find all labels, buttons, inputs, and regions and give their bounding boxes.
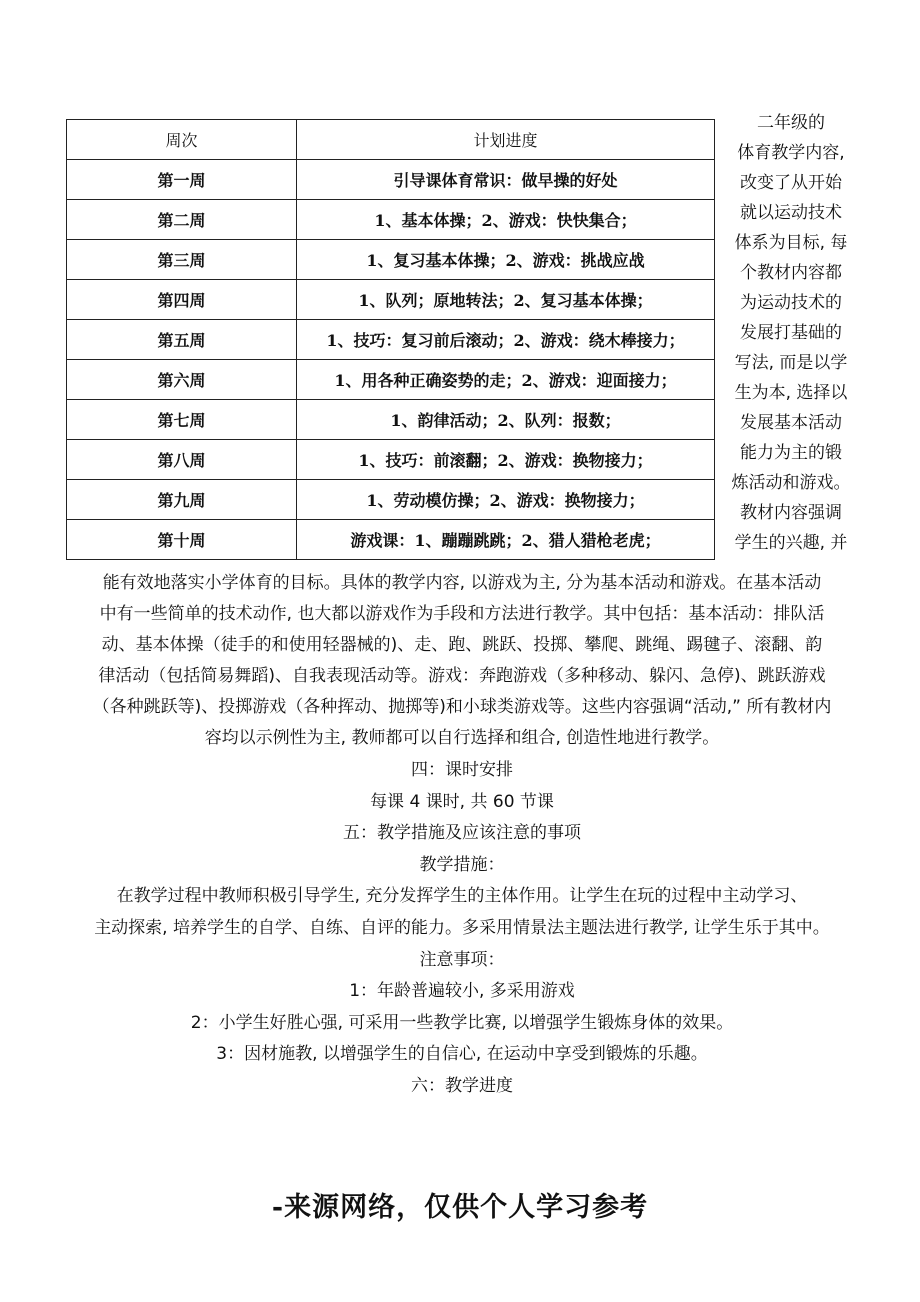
paragraph-line: 律活动（包括简易舞蹈)、自我表现活动等。游戏：奔跑游戏（多种移动、躲闪、急停)、跳跃游戏	[98, 666, 826, 686]
plan-cell: 1、韵律活动；2、队列：报数；	[297, 400, 715, 440]
table-row	[67, 480, 715, 520]
table-row	[67, 200, 715, 240]
table-row	[67, 240, 715, 280]
table-row	[67, 160, 715, 200]
measures-label: 教学措施：	[419, 854, 505, 875]
side-paragraph	[720, 108, 862, 558]
plan-cell: 1、技巧：前滚翻；2、游戏：换物接力；	[297, 440, 715, 480]
section-6-title: 六：教学进度	[411, 1075, 513, 1096]
note-item: 2：小学生好胜心强, 可采用一些教学比赛, 以增强学生锻炼身体的效果。	[190, 1012, 734, 1033]
side-line: 学生的兴趣, 并	[734, 533, 848, 553]
week-cell: 第二周	[67, 200, 297, 240]
sections-block	[62, 755, 862, 1103]
side-line: 体系为目标, 每	[734, 233, 848, 253]
week-cell: 第六周	[67, 360, 297, 400]
week-cell: 第三周	[67, 240, 297, 280]
week-cell: 第八周	[67, 440, 297, 480]
plan-cell: 引导课体育常识：做早操的好处	[297, 160, 715, 200]
note-item: 1：年龄普遍较小, 多采用游戏	[349, 981, 575, 1002]
plan-cell: 1、技巧：复习前后滚动；2、游戏：绕木棒接力；	[297, 320, 715, 360]
week-cell: 第一周	[67, 160, 297, 200]
side-line: 就以运动技术	[740, 203, 842, 223]
side-line: 发展基本活动	[740, 413, 842, 433]
side-line: 写法, 而是以学	[734, 353, 848, 373]
table-row	[67, 320, 715, 360]
schedule-table	[66, 119, 715, 560]
side-line: 炼活动和游戏。	[731, 473, 851, 493]
notes-label: 注意事项：	[419, 949, 505, 970]
note-item: 3：因材施教, 以增强学生的自信心, 在运动中享受到锻炼的乐趣。	[216, 1044, 708, 1065]
week-cell: 第十周	[67, 520, 297, 560]
section-4-body: 每课 4 课时, 共 60 节课	[370, 791, 554, 812]
side-line: 为运动技术的	[740, 293, 842, 313]
plan-cell: 1、劳动模仿操；2、游戏：换物接力；	[297, 480, 715, 520]
footer-note: -来源网络，仅供个人学习参考	[271, 1192, 649, 1223]
plan-cell: 1、基本体操；2、游戏：快快集合；	[297, 200, 715, 240]
side-line: 能力为主的锻	[740, 443, 842, 463]
plan-cell: 游戏课：1、蹦蹦跳跳；2、猎人猎枪老虎；	[297, 520, 715, 560]
side-line: 体育教学内容,	[737, 143, 845, 163]
table-row	[67, 520, 715, 560]
week-cell: 第七周	[67, 400, 297, 440]
week-cell: 第五周	[67, 320, 297, 360]
header-week: 周次	[67, 120, 297, 160]
section-5-title: 五：教学措施及应该注意的事项	[343, 823, 581, 844]
side-line: 个教材内容都	[740, 263, 842, 283]
table-header-row	[67, 120, 715, 160]
content-paragraph	[62, 568, 862, 754]
side-line: 二年级的	[757, 113, 825, 133]
week-cell: 第四周	[67, 280, 297, 320]
plan-cell: 1、用各种正确姿势的走；2、游戏：迎面接力；	[297, 360, 715, 400]
measures-line: 在教学过程中教师积极引导学生, 充分发挥学生的主体作用。让学生在玩的过程中主动学习、	[116, 886, 808, 907]
paragraph-line: 动、基本体操（徒手的和使用轻器械的)、走、跑、跳跃、投掷、攀爬、跳绳、踢毽子、滚翻、韵	[101, 635, 823, 655]
paragraph-line: （各种跳跃等)、投掷游戏（各种挥动、抛掷等)和小球类游戏等。这些内容强调“活动,” 所有教材内	[92, 697, 832, 717]
plan-cell: 1、复习基本体操；2、游戏：挑战应战	[297, 240, 715, 280]
paragraph-line: 能有效地落实小学体育的目标。具体的教学内容, 以游戏为主, 分为基本活动和游戏。在基本活动	[102, 573, 822, 593]
table-row	[67, 360, 715, 400]
plan-cell: 1、队列；原地转法；2、复习基本体操；	[297, 280, 715, 320]
measures-line: 主动探索, 培养学生的自学、自练、自评的能力。多采用情景法主题法进行教学, 让学生乐于其中。	[94, 917, 830, 938]
side-line: 发展打基础的	[740, 323, 842, 343]
table-row	[67, 400, 715, 440]
paragraph-line: 容均以示例性为主, 教师都可以自行选择和组合, 创造性地进行教学。	[204, 728, 720, 748]
side-line: 教材内容强调	[740, 503, 842, 523]
side-line: 改变了从开始	[740, 173, 842, 193]
week-cell: 第九周	[67, 480, 297, 520]
table-row	[67, 280, 715, 320]
table-row	[67, 440, 715, 480]
paragraph-line: 中有一些简单的技术动作, 也大都以游戏作为手段和方法进行教学。其中包括：基本活动：排队活	[99, 604, 825, 624]
section-4-title: 四：课时安排	[411, 760, 513, 780]
header-plan: 计划进度	[297, 120, 715, 160]
side-line: 生为本, 选择以	[734, 383, 848, 403]
